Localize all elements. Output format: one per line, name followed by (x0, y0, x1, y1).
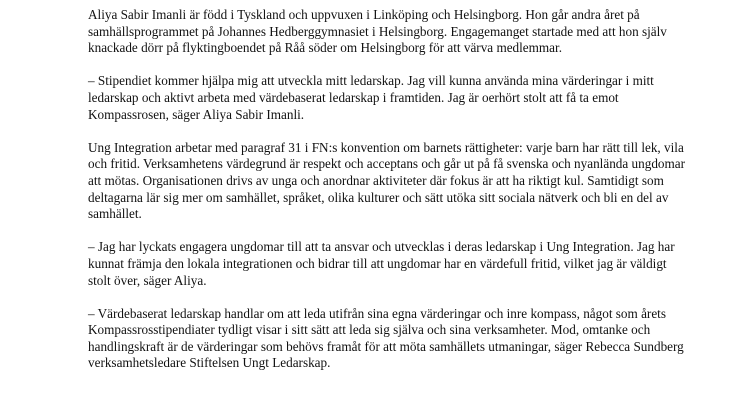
paragraph-quote-rebecca: – Värdebaserat ledarskap handlar om att leda utifrån sina egna värderingar och inre kompass, något som årets Kompassrosstipendiater tydligt visar i sitt sätt att leda sig själva och sina verksamheter. Mod, omtanke och handlingskraft är de värderingar som behövs framåt för att möta samhällets utmaningar, säger Rebecca Sundberg verksamhetsledare Stiftelsen Ungt Ledarskap. (88, 305, 684, 371)
article-body (88, 7, 688, 372)
paragraph-quote-aliya-engagement: – Jag har lyckats engagera ungdomar till att ta ansvar och utvecklas i deras ledarskap i Ung Integration. Jag har kunnat främja den lokala integrationen och bidrar till att ungdomar har en värdefull fritid, vilket jag är väldigt stolt över, säger Aliya. (88, 239, 675, 288)
paragraph-quote-aliya-stipend: – Stipendiet kommer hjälpa mig att utveckla mitt ledarskap. Jag vill kunna använda mina värderingar i mitt ledarskap och aktivt arbeta med värdebaserat ledarskap i framtiden. Jag är oerhört stolt att få ta emot Kompassrosen, säger Aliya Sabir Imanli. (88, 73, 654, 122)
paragraph-intro: Aliya Sabir Imanli är född i Tyskland och uppvuxen i Linköping och Helsingborg. Hon går andra året på samhällsprogrammet på Johannes Hedberggymnasiet i Helsingborg. Engagemanget startade med att hon själv knackade dörr på flyktingboendet på Råå söder om Helsingborg för att värva medlemmar. (88, 7, 667, 56)
paragraph-ung-integration: Ung Integration arbetar med paragraf 31 i FN:s konvention om barnets rättigheter: varje barn har rätt till lek, vila och fritid. Verksamhetens värdegrund är respekt och acceptans och går ut på få svenska och nyanlända ungdomar att mötas. Organisationen drivs av unga och anordnar aktiviteter där fokus är att ha riktigt kul. Samtidigt som deltagarna lär sig mer om samhället, språket, olika kulturer och sätt utöka sitt sociala nätverk och bli en del av samhället. (88, 139, 686, 222)
